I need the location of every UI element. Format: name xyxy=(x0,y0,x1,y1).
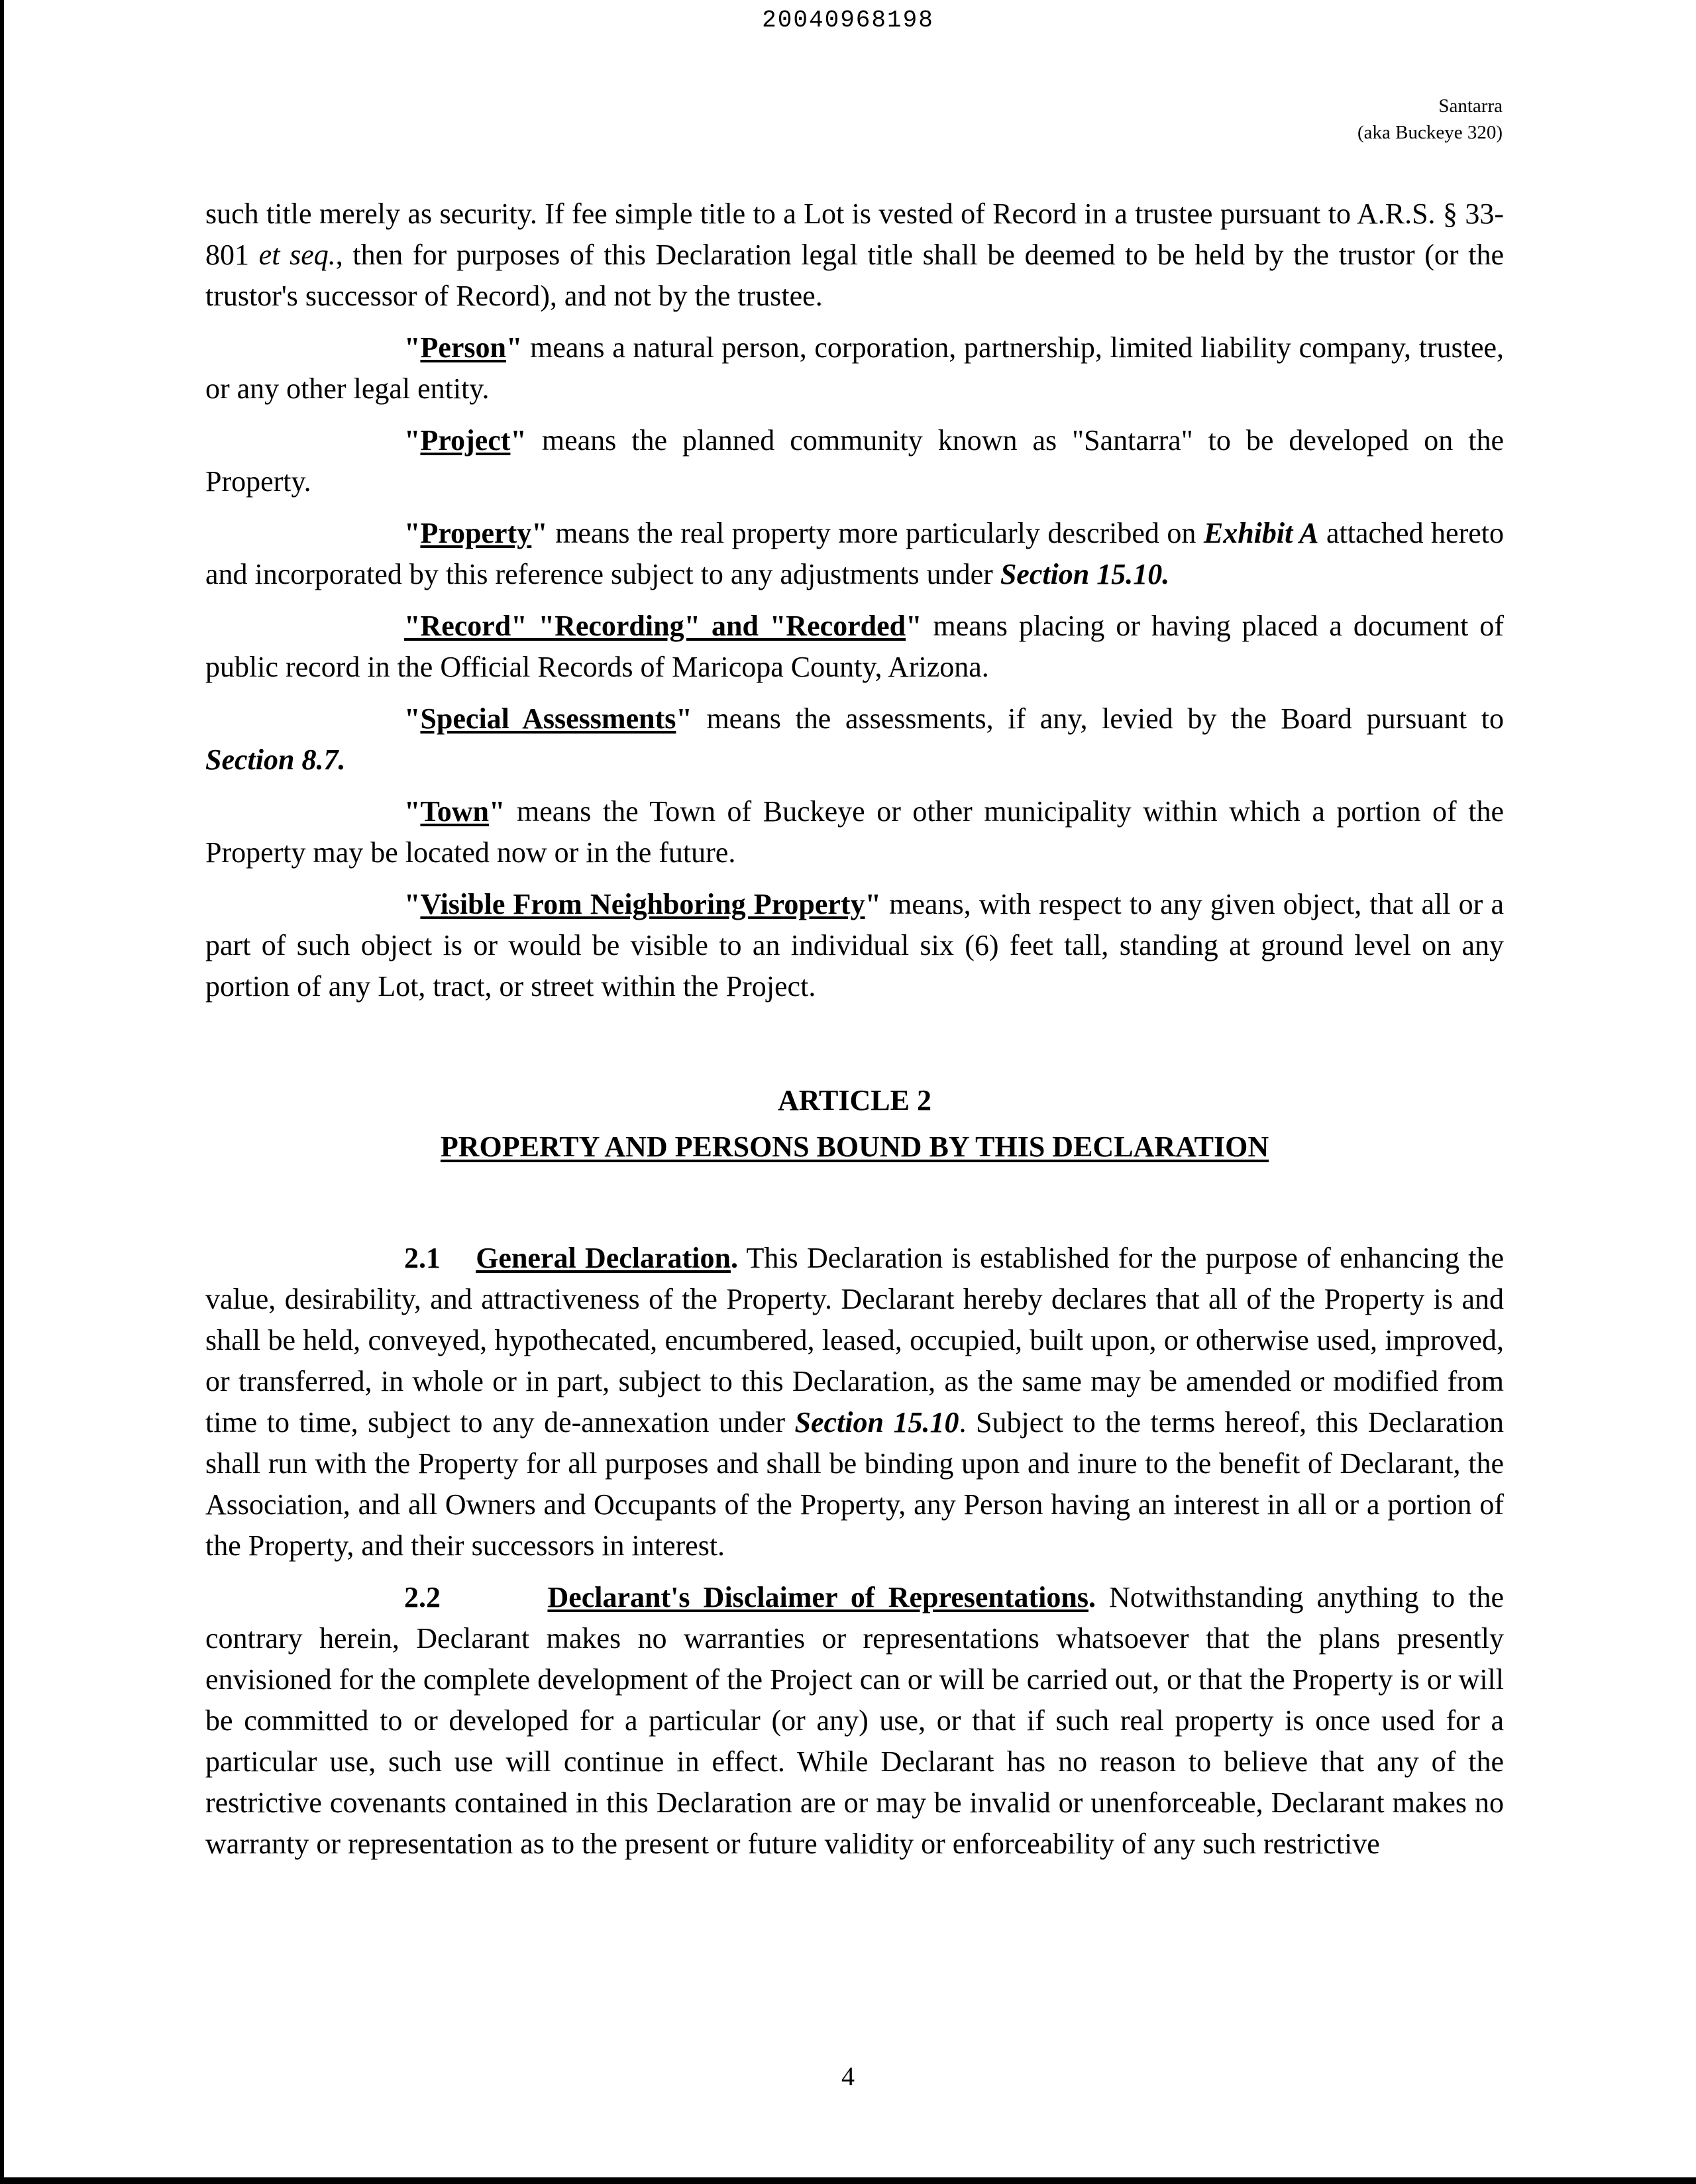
header-project-name: Santarra xyxy=(1438,95,1503,117)
document-recording-number: 20040968198 xyxy=(762,7,934,34)
defined-term: Visible From Neighboring Property xyxy=(420,888,865,920)
defined-term: "Record" "Recording" and "Recorded xyxy=(404,610,906,642)
definition-property: "Property" means the real property more particularly described on Exhibit A attached hereto and incorporated by this reference subject to any adjustments under Section 15.10. xyxy=(205,517,1504,590)
running-header xyxy=(1357,93,1503,146)
section-title: Declarant's Disclaimer of Representations xyxy=(547,1581,1088,1613)
section-reference: Section 8.7. xyxy=(205,743,346,776)
exhibit-reference: Exhibit A xyxy=(1203,517,1319,549)
defined-term: Person xyxy=(420,331,506,364)
definition-project: "Project" means the planned community known as "Santarra" to be developed on the Property. xyxy=(205,424,1504,498)
page-number: 4 xyxy=(841,2061,855,2091)
defined-term: Project xyxy=(420,424,511,457)
section-reference: Section 15.10 xyxy=(794,1406,959,1439)
section-2-1: 2.1 General Declaration. This Declaration is established for the purpose of enhancing the value, desirability, and attractiveness of the Property. Declarant hereby declares that all of the Property is and shall be held, conveyed, hypothecated, encumbered, leased, occupied, built upon, or otherwise used, improved, or transferred, in whole or in part, subject to this Declaration, as the same may be amended or modified from time to time, subject to any de-annexation under Section 15.10. Subject to the terms hereof, this Declaration shall run with the Property for all purposes and shall be binding upon and inure to the benefit of Declarant, the Association, and all Owners and Occupants of the Property, any Person having an interest in all or a portion of the Property, and their successors in interest. xyxy=(205,1242,1504,1562)
definition-town: "Town" means the Town of Buckeye or other municipality within which a portion of the Property may be located now or in the future. xyxy=(205,795,1504,869)
definition-special-assessments: "Special Assessments" means the assessments, if any, levied by the Board pursuant to Section 8.7. xyxy=(205,702,1505,776)
article-number: ARTICLE 2 xyxy=(778,1084,931,1117)
defined-term: Property xyxy=(420,517,532,549)
article-heading: PROPERTY AND PERSONS BOUND BY THIS DECLARATION xyxy=(440,1130,1269,1163)
scan-border-bottom xyxy=(0,2177,1696,2184)
header-project-alias: (aka Buckeye 320) xyxy=(1357,122,1503,143)
scan-border-left xyxy=(0,0,4,2184)
section-reference: Section 15.10. xyxy=(1000,558,1170,590)
section-title: General Declaration xyxy=(476,1242,731,1274)
section-2-2: 2.2 Declarant's Disclaimer of Representations. Notwithstanding anything to the contrary herein, Declarant makes no warranties or representations whatsoever that the plans presently envisioned for the complete development of the Project can or will be carried out, or that the Property is or will be committed to or developed for a particular (or any) use, or that if such real property is once used for a particular use, such use will continue in effect. While Declarant has no reason to believe that any of the restrictive covenants contained in this Declaration are or may be invalid or unenforceable, Declarant makes no warranty or representation as to the present or future validity or enforceability of any such restrictive xyxy=(205,1581,1504,1860)
definition-record: "Record" "Recording" and "Recorded" means placing or having placed a document of public record in the Official Records of Maricopa County, Arizona. xyxy=(205,610,1505,683)
defined-term: Special Assessments xyxy=(420,702,676,735)
definition-visible-from-neighboring-property: "Visible From Neighboring Property" means, with respect to any given object, that all or a part of such object is or would be visible to an individual six (6) feet tall, standing at ground level on any portion of any Lot, tract, or street within the Project. xyxy=(205,888,1504,1003)
definition-person: "Person" means a natural person, corporation, partnership, limited liability company, trustee, or any other legal entity. xyxy=(205,331,1504,405)
section-number: 2.2 xyxy=(404,1581,441,1613)
section-number: 2.1 xyxy=(404,1242,441,1274)
paragraph-continuation: such title merely as security. If fee simple title to a Lot is vested of Record in a trustee pursuant to A.R.S. § 33-801 et seq., then for purposes of this Declaration legal title shall be deemed to be held by the trustor (or the trustor's successor of Record), and not by the trustee. xyxy=(205,197,1504,312)
defined-term: Town xyxy=(420,795,489,828)
page-body xyxy=(205,193,1504,1865)
